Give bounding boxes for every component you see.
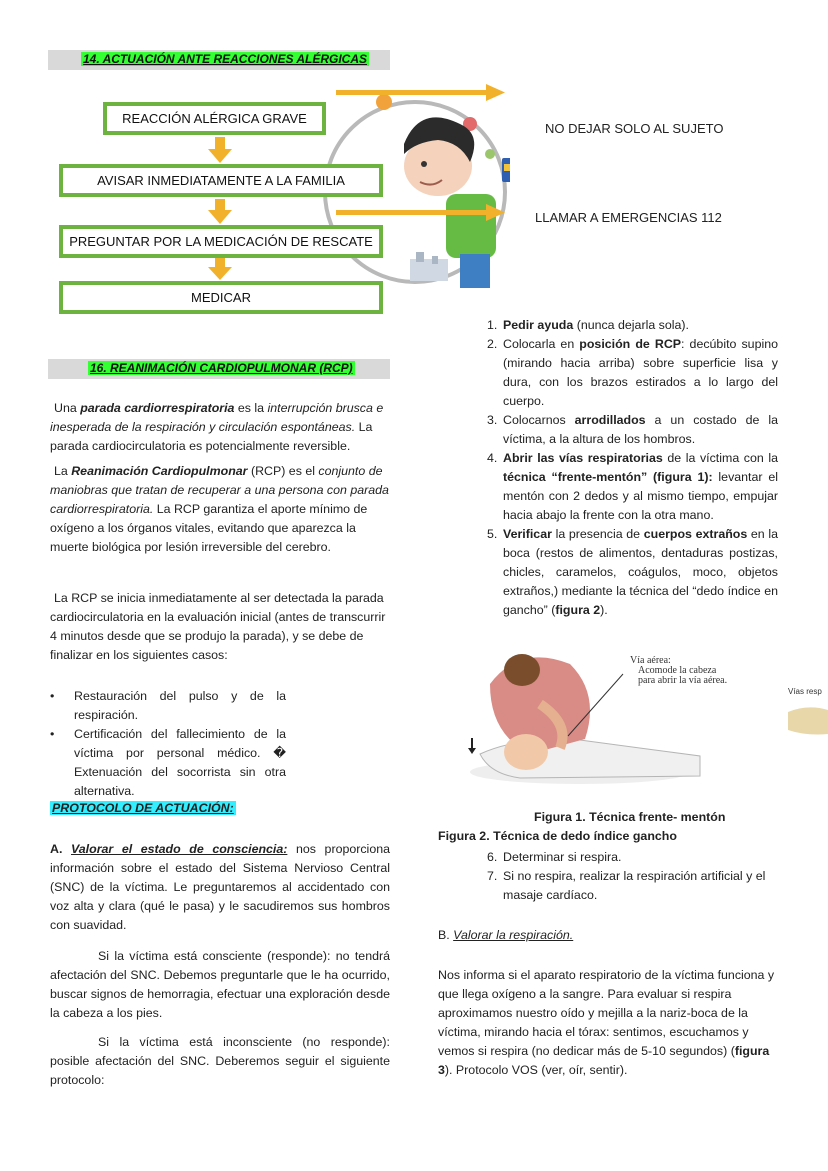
section-16-title: 16. REANIMACIÓN CARDIOPULMONAR (RCP): [90, 361, 353, 375]
flow-box-reaccion: REACCIÓN ALÉRGICA GRAVE: [103, 102, 326, 135]
section-14-header: [48, 50, 390, 70]
paragraph-consciente: Si la víctima está consciente (responde): no tendrá afectación del SNC. Debemos preguntarle que le ha ocurrido, buscar signos de hemorragia, efectuar una exploración desde la cabeza a los pies.: [50, 949, 390, 1020]
paragraph-consciencia: A. Valorar el estado de consciencia: nos proporciona información sobre el estado del Sistema Nervioso Central (SNC) de la víctima. Le preguntaremos al accidentado con voz alta y clara (qué le pasa) y le sacudiremos sus hombros con suavidad.: [50, 842, 390, 932]
list-item: 2. Colocarla en posición de RCP: decúbito supino (mirando hacia arriba) sobre superficie lisa y dura, con los brazos estirados a lo largo del cuerpo.: [487, 337, 778, 408]
paragraph-rcp-definition: La Reanimación Cardiopulmonar (RCP) es el conjunto de maniobras que tratan de recuperar a una persona con parada cardiorrespiratoria. La RCP garantiza el aporte mínimo de oxígeno a los órganos vitales, evitando que aparezca la muerte biológica por lesión irreversible del cerebro.: [50, 464, 389, 554]
figure-1-label: Vía aérea: Acomode la cabeza para abrir la vía aérea.: [630, 655, 728, 686]
figure-1-caption: Figura 1. Técnica frente- mentón: [534, 810, 726, 824]
list-item: 3. Colocarnos arrodillados a un costado de la víctima, a la altura de los hombros.: [487, 413, 778, 446]
list-item: 5. Verificar la presencia de cuerpos extraños en la boca (restos de alimentos, dentaduras postizas, chicles, caramelos, coágulos, moco, objetos extraños,) mediante la técnica del “dedo índice en gancho” (figura 2).: [487, 527, 779, 617]
llamar-emergencias-label: LLAMAR A EMERGENCIAS 112: [535, 210, 722, 225]
paragraph-rcp-inicio: La RCP se inicia inmediatamente al ser detectada la parada cardiocirculatoria en la evaluación inicial (antes de transcurrir 4 minutos desde que se produjo la parada), y se debe de finalizar en los siguientes casos:: [50, 591, 386, 662]
protocolo-title: PROTOCOLO DE ACTUACIÓN:: [52, 801, 234, 815]
flow-box-avisar: AVISAR INMEDIATAMENTE A LA FAMILIA: [59, 164, 383, 197]
down-arrow-icon: [208, 258, 232, 280]
arrow-llamar-emergencias: [336, 204, 506, 222]
paragraph-parada: Una parada cardiorrespiratoria es la interrupción brusca e inesperada de la respiración y circulación espontáneas. La parada cardiocirculatoria es potencialmente reversible.: [50, 401, 384, 453]
steps-list-continued: [487, 848, 778, 905]
finalizar-list: [48, 687, 286, 801]
figure-2-caption: Figura 2. Técnica de dedo índice gancho: [438, 829, 677, 843]
flow-box-preguntar: PREGUNTAR POR LA MEDICACIÓN DE RESCATE: [59, 225, 383, 258]
paragraph-inconsciente: Si la víctima está inconsciente (no responde): posible afectación del SNC. Deberemos seguir el siguiente protocolo:: [50, 1035, 390, 1087]
list-item: • Restauración del pulso y de la respiración.: [48, 687, 286, 725]
list-item: 7. Si no respira, realizar la respiración artificial y el masaje cardíaco.: [487, 869, 766, 902]
list-item: 1. Pedir ayuda (nunca dejarla sola).: [487, 318, 689, 332]
section-14-title: 14. ACTUACIÓN ANTE REACCIONES ALÉRGICAS: [83, 52, 368, 66]
b-section-title: B. Valorar la respiración.: [438, 928, 574, 942]
flow-box-medicar: MEDICAR: [59, 281, 383, 314]
arrow-no-dejar-solo: [336, 84, 506, 102]
figure-2-label-cut: Vías resp: [788, 687, 822, 696]
list-item: 6. Determinar si respira.: [487, 850, 622, 864]
down-arrow-icon: [208, 137, 232, 163]
list-item: 4. Abrir las vías respiratorias de la víctima con la técnica “frente-mentón” (figura 1): levantar el mentón con 2 dedos y al mismo tiempo, empujar hacia abajo la frente con la otra mano.: [487, 451, 778, 522]
section-16-header: [48, 359, 390, 379]
steps-list: [487, 316, 778, 620]
no-dejar-solo-label: NO DEJAR SOLO AL SUJETO: [545, 121, 724, 136]
paragraph-respiracion: Nos informa si el aparato respiratorio de la víctima funciona y que llega oxígeno a la sangre. Para evaluar si respira aproximamos nuestro oído y mejilla a la nariz-boca de la víctima, mirando hacia el tórax: sentimos, escuchamos y vemos si respira (no dedicar más de 5-10 segundos) (figura 3). Protocolo VOS (ver, oír, sentir).: [438, 968, 775, 1077]
figure-2-illustration: [788, 704, 828, 740]
list-item: • Certificación del fallecimiento de la víctima por personal médico. � Extenuación del socorrista sin otra alternativa.: [48, 725, 286, 801]
down-arrow-icon: [208, 199, 232, 224]
